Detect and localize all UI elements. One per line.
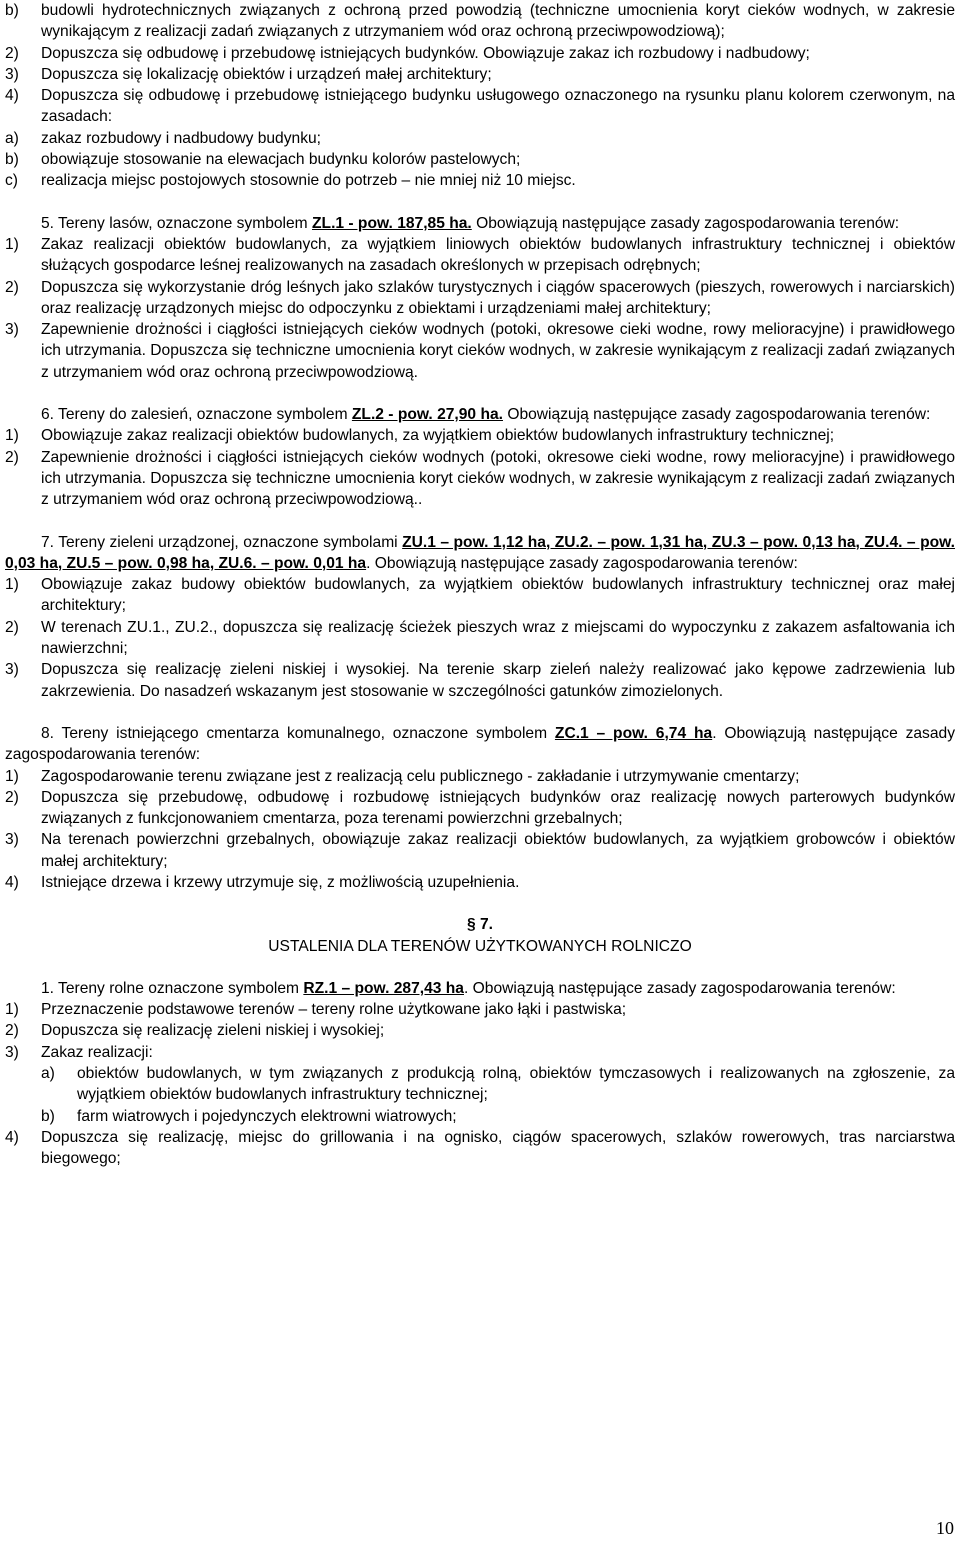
zone-symbol: ZL.2 - pow. 27,90 ha. [351, 406, 503, 424]
zone-symbol: RZ.1 – pow. 287,43 ha [303, 979, 464, 997]
list-item: 4) Dopuszcza się odbudowę i przebudowę istniejącego budynku usługowego oznaczonego na rysunku planu kolorem czerwonym, na zasadach: [5, 87, 955, 126]
list-item: 2) Dopuszcza się odbudowę i przebudowę istniejących budynków. Obowiązuje zakaz ich rozbudowy i nadbudowy; [5, 44, 810, 62]
list-item: 4) Dopuszcza się realizację, miejsc do grillowania i na ognisko, ciągów spacerowych, szlaków rowerowych, tras narciarstwa biegowego; [5, 1128, 955, 1168]
list-item: 2) Dopuszcza się przebudowę, odbudowę i rozbudowę istniejących budynków oraz realizację nowych parterowych budynków związanych z funkcjonowaniem cmentarza, poza terenami powierzchni grzebalnych; [5, 788, 955, 828]
list-item: 1) Obowiązuje zakaz budowy obiektów budowlanych, za wyjątkiem obiektów budowlanych infrastruktury technicznej oraz małej architektury; [5, 576, 955, 615]
chapter-title: USTALENIA DLA TERENÓW UŻYTKOWANYCH ROLNICZO [268, 937, 692, 955]
zone-symbol: ZC.1 – pow. 6,74 ha [554, 724, 713, 742]
list-item: 3) Na terenach powierzchni grzebalnych, obowiązuje zakaz realizacji obiektów budowlanych, za wyjątkiem grobowców i obiektów małej architektury; [5, 831, 955, 870]
list-item: c) realizacja miejsc postojowych stosownie do potrzeb – nie mniej niż 10 miejsc. [5, 172, 576, 190]
list-item: 2) Zapewnienie drożności i ciągłości istniejących cieków wodnych (potoki, okresowe cieki wodne, rowy melioracyjne) i prawidłowego ich utrzymania. Dopuszcza się techniczne umocnienia koryt cieków wodnych, w zakresie wynikającym z realizacji zadań związanych z utrzymaniem wód oraz ochroną przeciwpowodziową.. [5, 448, 955, 509]
list-item: b) obowiązuje stosowanie na elewacjach budynku kolorów pastelowych; [5, 151, 521, 169]
list-item: 1) Zagospodarowanie terenu związane jest z realizacją celu publicznego - zakładanie i utrzymywanie cmentarzy; [5, 767, 800, 785]
list-item: 1) Obowiązuje zakaz realizacji obiektów budowlanych, za wyjątkiem obiektów budowlanych infrastruktury technicznej; [5, 427, 835, 445]
list-item: 1) Zakaz realizacji obiektów budowlanych, za wyjątkiem liniowych obiektów budowlanych infrastruktury technicznej i obiektów służących gospodarce leśnej realizowanych na zasadach określonych w przepisach odrębnych; [5, 235, 955, 275]
list-item: 1) Przeznaczenie podstawowe terenów – tereny rolne użytkowane jako łąki i pastwiska; [5, 1001, 627, 1019]
list-item: a) zakaz rozbudowy i nadbudowy budynku; [5, 129, 321, 147]
section-heading-8: 8. Tereny istniejącego cmentarza komunalnego, oznaczone symbolem ZC.1 – pow. 6,74 ha. Obowiązują następujące zasady zagospodarowania terenów: [5, 724, 955, 764]
zone-symbol: ZU.1 – pow. 1,12 ha, ZU.2. – pow. 1,31 ha, ZU.3 – pow. 0,13 ha, ZU.4. – pow. 0,03 ha, ZU.5 – pow. 0,98 ha, ZU.6. – pow. 0,01 ha [5, 533, 956, 572]
list-item: 2) W terenach ZU.1., ZU.2., dopuszcza się realizację ścieżek pieszych wraz z miejscami do wypoczynku z zakazem asfaltowania ich nawierzchni; [5, 618, 955, 658]
list-item: 2) Dopuszcza się wykorzystanie dróg leśnych jako szlaków turystycznych i ciągów spacerowych (pieszych, rowerowych i narciarskich) oraz realizację urządzonych miejsc do odpoczynku z obiektami i urządzeniami małej architektury; [5, 278, 955, 317]
list-item: 3) Zakaz realizacji: [5, 1043, 153, 1061]
page-number: 10 [936, 1518, 954, 1538]
list-item: b) budowli hydrotechnicznych związanych z ochroną przed powodzią (techniczne umocnienia koryt cieków wodnych, w zakresie wynikającym z realizacji zadań związanych z utrzymaniem wód oraz ochroną przeciwpowodziową); [5, 2, 955, 41]
zone-symbol: ZL.1 - pow. 187,85 ha. [312, 214, 472, 232]
section-heading-6: 6. Tereny do zalesień, oznaczone symbolem ZL.2 - pow. 27,90 ha. Obowiązują następujące zasady zagospodarowania terenów: [41, 406, 931, 424]
list-item: a) obiektów budowlanych, w tym związanych z produkcją rolną, obiektów tymczasowych i realizowanych na zgłoszenie, za wyjątkiem obiektów budowlanych infrastruktury technicznej; [41, 1065, 955, 1104]
section-heading-7: 7. Tereny zieleni urządzonej, oznaczone symbolami ZU.1 – pow. 1,12 ha, ZU.2. – pow. 1,31 ha, ZU.3 – pow. 0,13 ha, ZU.4. – pow. 0,03 ha, ZU.5 – pow. 0,98 ha, ZU.6. – pow. 0,01 ha. Obowiązują następujące zasady zagospodarowania terenów: [5, 533, 956, 572]
list-item: 3) Dopuszcza się realizację zieleni niskiej i wysokiej. Na terenie skarp zieleń należy realizować jako kępowe zadrzewienia lub zakrzewienia. Do nasadzeń wskazanym jest stosowanie w szczególności gatunków zimozielonych. [5, 661, 955, 700]
chapter-number: § 7. [466, 916, 493, 934]
list-item: b) farm wiatrowych i pojedynczych elektrowni wiatrowych; [41, 1107, 457, 1125]
section-heading-5: 5. Tereny lasów, oznaczone symbolem ZL.1 - pow. 187,85 ha. Obowiązują następujące zasady zagospodarowania terenów: [41, 214, 900, 232]
document-page [5, 0, 955, 1170]
list-item: 3) Zapewnienie drożności i ciągłości istniejących cieków wodnych (potoki, okresowe cieki wodne, rowy melioracyjne) i prawidłowego ich utrzymania. Dopuszcza się techniczne umocnienia koryt cieków wodnych, w zakresie wynikającym z realizacji zadań związanych z utrzymaniem wód oraz ochroną przeciwpowodziową. [5, 321, 955, 381]
list-item: 4) Istniejące drzewa i krzewy utrzymuje się, z możliwością uzupełnienia. [5, 873, 520, 891]
list-item: 3) Dopuszcza się lokalizację obiektów i urządzeń małej architektury; [5, 65, 492, 83]
section-heading-rz: 1. Tereny rolne oznaczone symbolem RZ.1 – pow. 287,43 ha. Obowiązują następujące zasady zagospodarowania terenów: [41, 979, 896, 997]
list-item: 2) Dopuszcza się realizację zieleni niskiej i wysokiej; [5, 1022, 385, 1040]
